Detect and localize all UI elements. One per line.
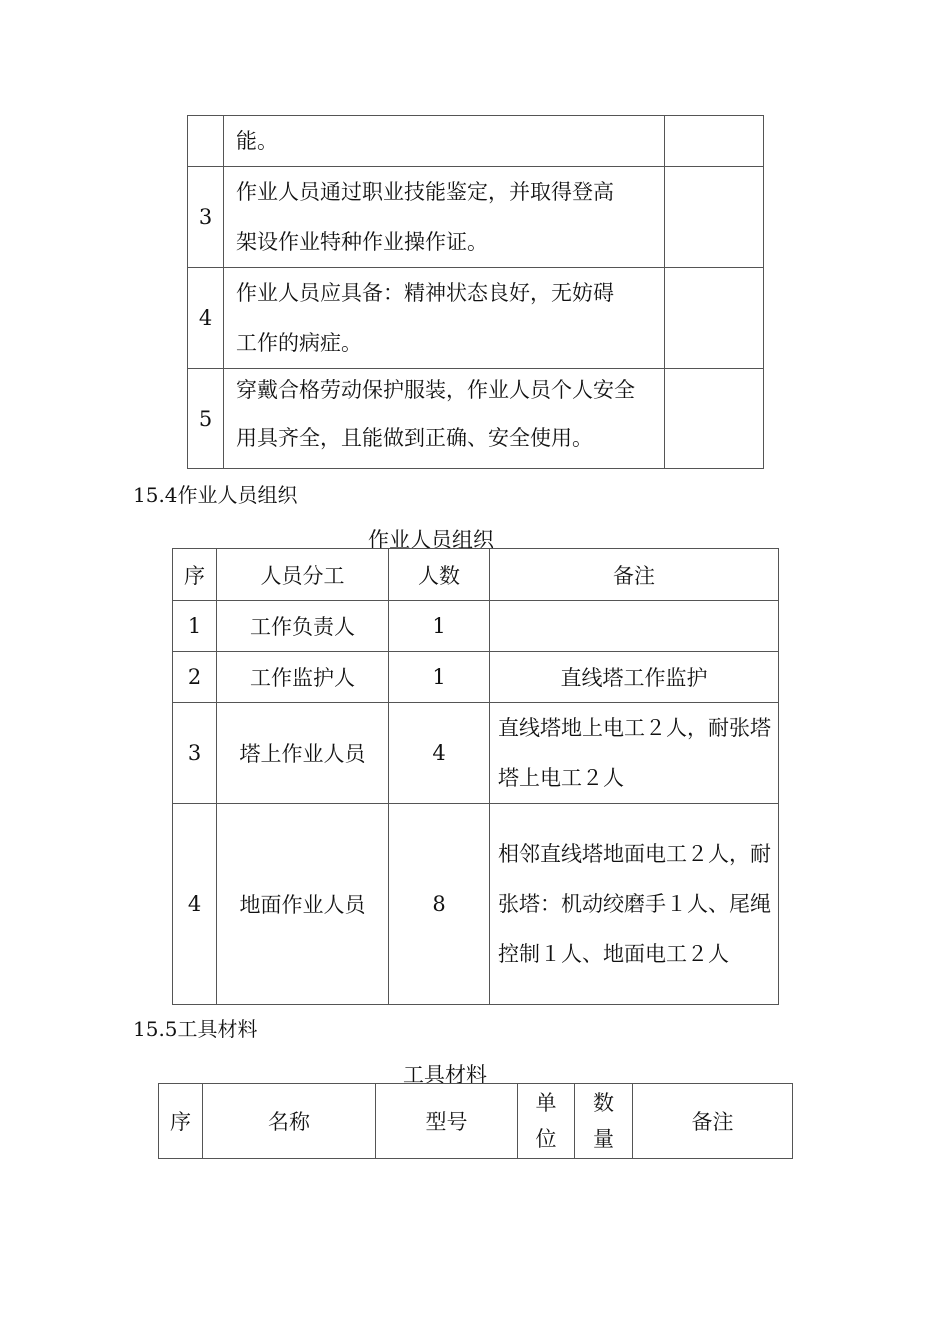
col-header-role: 人员分工 [217,549,389,601]
section-heading-personnel: 15.4作业人员组织 [133,483,298,507]
row-num: 2 [173,652,217,703]
table-row [173,652,779,703]
row-note: 直线塔地上电工２人，耐张塔塔上电工２人 [490,703,779,804]
row-num: 4 [173,804,217,1005]
row-role: 地面作业人员 [217,804,389,1005]
col-header-unit: 单位 [518,1084,575,1159]
req-row-num: 4 [188,268,224,369]
row-role: 工作负责人 [217,601,389,652]
req-row-num [188,116,224,167]
row-num: 1 [173,601,217,652]
row-num: 3 [173,703,217,804]
req-row-text: 作业人员通过职业技能鉴定，并取得登高 架设作业特种作业操作证。 [224,167,665,268]
tools-table [158,1083,793,1159]
req-row-remark [665,116,764,167]
col-header-model: 型号 [376,1084,518,1159]
row-count: 8 [389,804,490,1005]
col-header-num: 序 [173,549,217,601]
table-row [173,804,779,1005]
section-heading-tools: 15.5工具材料 [133,1017,258,1041]
row-note: 相邻直线塔地面电工２人，耐张塔：机动绞磨手１人、尾绳控制１人、地面电工２人 [490,804,779,1005]
row-count: 1 [389,601,490,652]
req-row-num: 3 [188,167,224,268]
table-row [173,601,779,652]
col-header-count: 人数 [389,549,490,601]
row-role: 塔上作业人员 [217,703,389,804]
col-header-quantity: 数量 [575,1084,633,1159]
col-header-num: 序 [159,1084,203,1159]
col-header-note: 备注 [490,549,779,601]
row-note: 直线塔工作监护 [490,652,779,703]
row-count: 1 [389,652,490,703]
req-row-remark [665,167,764,268]
req-row-num: 5 [188,369,224,469]
req-row-text: 穿戴合格劳动保护服装，作业人员个人安全 用具齐全，且能做到正确、安全使用。 [224,369,665,469]
req-row-remark [665,268,764,369]
table-row [173,703,779,804]
row-role: 工作监护人 [217,652,389,703]
col-header-name: 名称 [203,1084,376,1159]
col-header-note: 备注 [633,1084,793,1159]
table-caption-personnel: 作业人员组织 [368,528,494,552]
personnel-table [172,548,779,1005]
table-caption-tools: 工具材料 [403,1063,487,1087]
req-row-remark [665,369,764,469]
req-row-text: 能。 [224,116,665,167]
req-row-text: 作业人员应具备：精神状态良好，无妨碍 工作的病症。 [224,268,665,369]
row-count: 4 [389,703,490,804]
row-note [490,601,779,652]
requirements-table [187,115,764,469]
